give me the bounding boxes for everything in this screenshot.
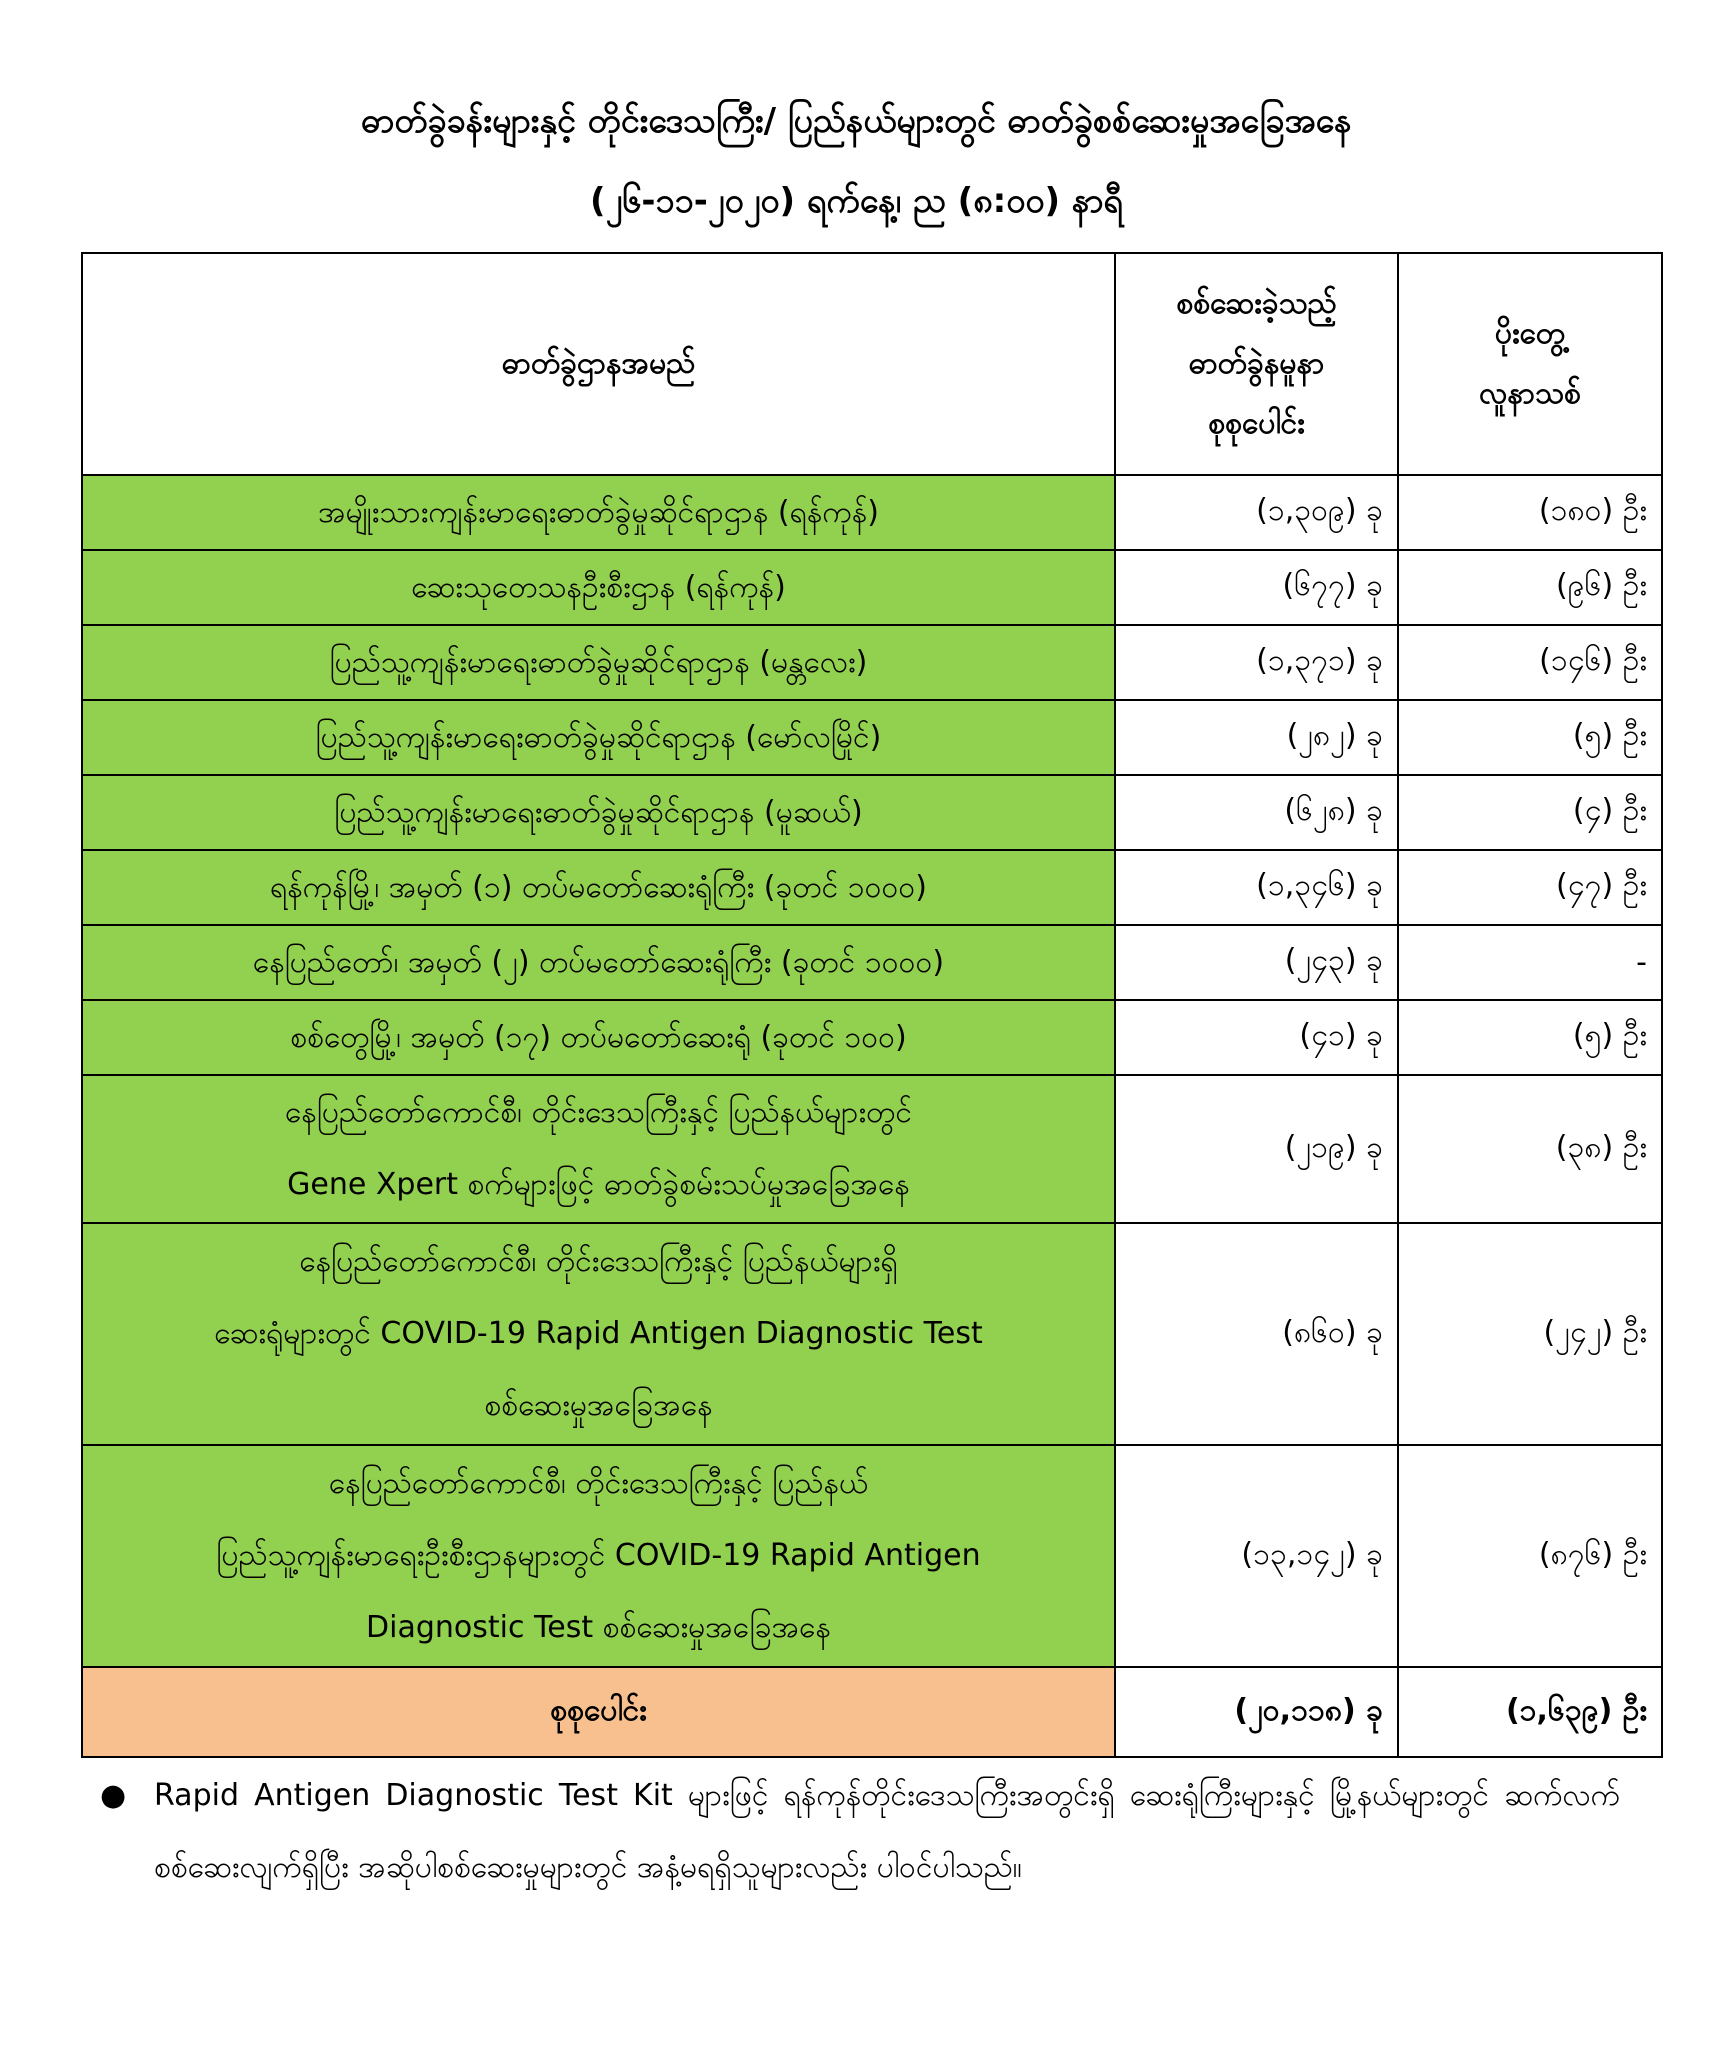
tested-count-cell: (၂၄၃) ခု	[1115, 925, 1398, 1000]
tested-count-cell: (၂၈၂) ခု	[1115, 700, 1398, 775]
total-positive: (၁,၆၃၉) ဦး	[1398, 1667, 1662, 1757]
table-row	[82, 1075, 1662, 1223]
header-positive-line: လူနာသစ်	[1479, 376, 1581, 411]
lab-name-cell	[82, 1075, 1115, 1223]
header-positive-line: ပိုးတွေ့	[1494, 316, 1566, 351]
positive-count-cell: (၅) ဦး	[1398, 1000, 1662, 1075]
tested-count-cell: (၆၂၈) ခု	[1115, 775, 1398, 850]
positive-count-cell: (၉၆) ဦး	[1398, 550, 1662, 625]
tested-count-cell: (၆၇၇) ခု	[1115, 550, 1398, 625]
lab-name-line: ပြည်သူ့ကျန်းမာရေးဓာတ်ခွဲမှုဆိုင်ရာဌာန (မန္တလေး)	[329, 644, 868, 680]
lab-name-line: စစ်တွေမြို့၊ အမှတ် (၁၇) တပ်မတော်ဆေးရုံ (ခုတင် ၁၀၀)	[290, 1019, 907, 1055]
positive-count-cell: (၁၄၆) ဦး	[1398, 625, 1662, 700]
lab-name-line: အမျိုးသားကျန်းမာရေးဓာတ်ခွဲမှုဆိုင်ရာဌာန (ရန်ကုန်)	[318, 494, 879, 530]
lab-name-line: နေပြည်တော်ကောင်စီ၊ တိုင်းဒေသကြီးနှင့် ပြည်နယ်များတွင်	[285, 1095, 912, 1130]
lab-name-line: နေပြည်တော်၊ အမှတ် (၂) တပ်မတော်ဆေးရုံကြီး (ခုတင် ၁၀၀၀)	[252, 944, 945, 980]
positive-count-cell: (၄၇) ဦး	[1398, 850, 1662, 925]
header-tested-line: ဓာတ်ခွဲနမူနာ	[1188, 346, 1325, 381]
lab-name-cell	[82, 625, 1115, 700]
lab-name-line: ပြည်သူ့ကျန်းမာရေးဓာတ်ခွဲမှုဆိုင်ရာဌာန (မူဆယ်)	[334, 794, 863, 830]
lab-name-line: ပြည်သူ့ကျန်းမာရေးဦးစီးဌာနများတွင် COVID-19 Rapid Antigen	[216, 1538, 981, 1573]
table-row	[82, 1000, 1662, 1075]
tested-count-cell: (၄၁) ခု	[1115, 1000, 1398, 1075]
header-tested	[1115, 253, 1398, 475]
lab-name-cell	[82, 925, 1115, 1000]
lab-name-line: ရန်ကုန်မြို့၊ အမှတ် (၁) တပ်မတော်ဆေးရုံကြီး (ခုတင် ၁၀၀၀)	[270, 869, 927, 905]
lab-name-cell	[82, 475, 1115, 550]
tested-count-cell: (၁,၃၇၁) ခု	[1115, 625, 1398, 700]
tested-count-cell: (၂၁၉) ခု	[1115, 1075, 1398, 1223]
tested-count-cell: (၁၃,၁၄၂) ခု	[1115, 1445, 1398, 1667]
header-tested-line: စစ်ဆေးခဲ့သည့်	[1176, 286, 1337, 321]
lab-name-cell	[82, 850, 1115, 925]
lab-name-line: ဆေးရုံများတွင် COVID-19 Rapid Antigen Diagnostic Test	[214, 1316, 983, 1351]
lab-name-line: နေပြည်တော်ကောင်စီ၊ တိုင်းဒေသကြီးနှင့် ပြည်နယ်	[328, 1466, 869, 1501]
positive-count-cell: (၂၄၂) ဦး	[1398, 1223, 1662, 1445]
table-row	[82, 925, 1662, 1000]
positive-count-cell: (၅) ဦး	[1398, 700, 1662, 775]
header-positive	[1398, 253, 1662, 475]
page-subtitle: (၂၆-၁၁-၂၀၂၀) ရက်နေ့၊ ည (၈:၀၀) နာရီ	[590, 181, 1123, 221]
lab-name-line: စစ်ဆေးမှုအခြေအနေ	[484, 1388, 713, 1423]
table-row	[82, 850, 1662, 925]
lab-name-cell	[82, 775, 1115, 850]
header-lab-name: ဓာတ်ခွဲဌာနအမည်	[82, 253, 1115, 475]
footnote	[100, 1760, 1620, 1904]
table-header-row	[82, 253, 1662, 475]
lab-name-cell	[82, 550, 1115, 625]
table-row	[82, 475, 1662, 550]
table-row	[82, 625, 1662, 700]
lab-name-line: နေပြည်တော်ကောင်စီ၊ တိုင်းဒေသကြီးနှင့် ပြည်နယ်များရှိ	[299, 1244, 898, 1279]
total-label: စုစုပေါင်း	[82, 1667, 1115, 1757]
lab-name-line: ပြည်သူ့ကျန်းမာရေးဓာတ်ခွဲမှုဆိုင်ရာဌာန (မော်လမြိုင်)	[315, 719, 882, 755]
lab-name-line: ဆေးသုတေသနဦးစီးဌာန (ရန်ကုန်)	[411, 569, 786, 605]
total-tested: (၂၀,၁၁၈) ခု	[1115, 1667, 1398, 1757]
lab-name-cell	[82, 700, 1115, 775]
footnote-text: Rapid Antigen Diagnostic Test Kit များဖြင့် ရန်ကုန်တိုင်းဒေသကြီးအတွင်းရှိ ဆေးရုံကြီးများနှင့် မြို့နယ်များတွင် ဆက်လက်စစ်ဆေးလျက်ရှိပြီး အဆိုပါစစ်ဆေးမှုများတွင် အနံ့မရရှိသူများလည်း ပါဝင်ပါသည်။	[154, 1778, 1620, 1885]
table-row	[82, 775, 1662, 850]
table-row	[82, 1223, 1662, 1445]
total-row	[82, 1667, 1662, 1757]
bullet-icon: ●	[100, 1778, 127, 1813]
tested-count-cell: (၁,၃၄၆) ခု	[1115, 850, 1398, 925]
positive-count-cell: (၈၇၆) ဦး	[1398, 1445, 1662, 1667]
table-row	[82, 1445, 1662, 1667]
lab-testing-table	[81, 252, 1663, 1758]
positive-count-cell: (၁၈၀) ဦး	[1398, 475, 1662, 550]
lab-name-cell	[82, 1223, 1115, 1445]
lab-name-cell	[82, 1000, 1115, 1075]
tested-count-cell: (၈၆၀) ခု	[1115, 1223, 1398, 1445]
positive-count-cell: (၃၈) ဦး	[1398, 1075, 1662, 1223]
page-title: ဓာတ်ခွဲခန်းများနှင့် တိုင်းဒေသကြီး/ ပြည်နယ်များတွင် ဓာတ်ခွဲစစ်ဆေးမှုအခြေအနေ	[361, 101, 1352, 141]
lab-name-cell	[82, 1445, 1115, 1667]
table-row	[82, 700, 1662, 775]
table-row	[82, 550, 1662, 625]
lab-name-line: Diagnostic Test စစ်ဆေးမှုအခြေအနေ	[366, 1610, 831, 1645]
positive-count-cell: (၄) ဦး	[1398, 775, 1662, 850]
header-tested-line: စုစုပေါင်း	[1208, 406, 1305, 441]
positive-count-cell: -	[1398, 925, 1662, 1000]
lab-name-line: Gene Xpert စက်များဖြင့် ဓာတ်ခွဲစမ်းသပ်မှုအခြေအနေ	[287, 1167, 910, 1202]
tested-count-cell: (၁,၃၀၉) ခု	[1115, 475, 1398, 550]
